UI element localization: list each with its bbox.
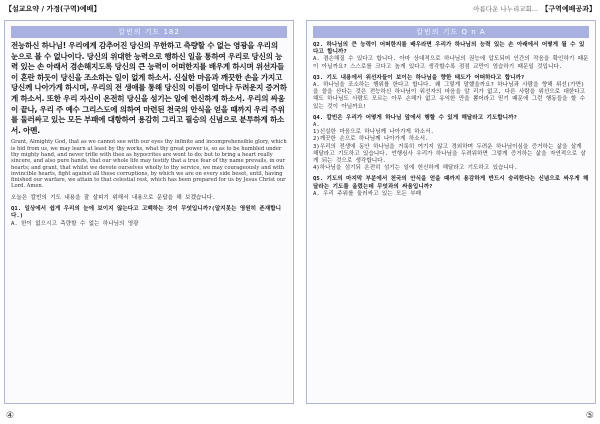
left-page — [0, 0, 298, 424]
answer-5: A. 우리 주위를 둘러싸고 있는 모든 부패 — [313, 190, 421, 197]
right-page — [302, 0, 600, 424]
answer-4: A. 1)신실한 마음으로 하나님께 나아가게 하소서. 2)깨끗한 손으로 하나님께 나아가게 하소서. 3)우리의 전생애 동안 하나님을 거룩히 여기지 않고 경외하며 두려운 하나님이심을 증거하는 삶을 살게 해달라고 기도하고 있습니다. 언행심사 우리가 하나님을 두려워하면 그렇게 증거하는 삶을 자연적으로 살게 되는 것으로 생각합니다. 4)하나님을 섬기되 온전히 섬기는 일에 헌신하게 해달라고 기도하고 있습니다. — [313, 122, 586, 172]
page-number-right: ⑤ — [585, 411, 594, 421]
page-number-left: ④ — [6, 411, 15, 421]
answer-2: A. 겸손해질 수 있다고 합니다. 아마 상대적으로 하나님의 권능에 압도되어 인간의 작음을 확인하기 때문이 아닐까요? 스스로를 크다고 높게 있다고 생각할수록 점점 교만이 엄습하기 때문일 것입니다. — [313, 56, 589, 70]
prayer-frame — [4, 20, 294, 404]
right-header: 【구역예배공과】 — [541, 5, 596, 13]
question-3: Q3. 기도 내용에서 위선자들이 보이는 하나님을 향한 태도가 어떠하다고 합니까? — [313, 74, 525, 81]
answer-3: A. 하나님을 조소하는 행위를 한다고 합니다. 왜 그렇게 말했을까요? 하나님과 사람을 향해 위선(가면)을 쓸을 산다는 것은 전능하신 하나님이 위선자의 마음을 알 리가 없고, 다른 사람을 위선으로 대한다고 해도 하나님도 사람도 모르는 아무 손해가 없고 유익한 만을 뽐어라고 믿기 때문에 그런 행동들을 할 수 있는 것이 아닐까요! — [313, 82, 586, 110]
question-4: Q4. 칼빈은 우리가 어떻게 하나님 앞에서 행할 수 있게 해달라고 기도합니까? — [313, 114, 517, 121]
answer-1: A. 한이 없으시고 측량할 수 없는 하나님의 영광 — [11, 220, 139, 227]
qna-frame — [306, 20, 596, 404]
qna-banner: 칼빈의 기도 Q n A — [313, 26, 589, 38]
korean-prayer: 전능하신 하나님! 우리에게 감추어진 당신의 무한하고 측량할 수 없는 영광을 우리의 눈으로 볼 수 없나이다. 당신의 위대한 능력으로 행하신 일을 통하여 우리로 당신의 능력 있는 손 아래서 겸손해지도록 당신의 큰 능력이 어떠한지를 배우게 하시며 위선자들이 혼란 하듯이 당신을 조소하는 일이 없게 하소서. 신실한 마음과 깨끗한 손을 가지고 당신께 나아가게 하시며, 우리의 전 생애를 통해 당신의 이름이 얼마나 두려운지 증거하게 하소서. 또한 우리 자신이 온전히 당신을 섬기는 일에 헌신하게 하소서. 우리의 싸움이 끝나, 우리 주 예수 그리스도에 의하여 마련된 천국의 안식을 얻을 때까지 우리 주위를 둘러싸고 있는 모든 부패에 대항하여 용감히 그리고 필승의 신념으로 분투하게 하소서. 아멘. — [11, 41, 287, 135]
english-prayer: Grant, Almighty God, that as we cannot see with our eyes thy infinite and incomprehensible glory, which is hid from us, we may learn at least by thy works, what thy great power is, so as to be humbled under thy mighty hand, and never trifle with thee as hypocrites are wont to do; but to bring a heart really sincere, and also pure hands, that our whole life may testify that a true fear of thy name prevails, in our hearts; and grant, that whilst we devote ourselves wholly to thy service, we may courageously and with invincible hearts, fight against all these corruptions, by which we are on every side beset, until, having finished our warfare, we attain to that celestial rest, which has been prepared for us by Jesus Christ our Lord. Amen. — [11, 139, 287, 190]
intro-note: 오늘은 칼빈의 기도 내용을 잘 살피기 위해서 내용으로 문답을 해 보겠습니다. — [11, 194, 216, 201]
church-name: 아름다운 나누리교회... — [473, 5, 538, 13]
prayer-banner: 칼빈의 기도 182 — [11, 26, 287, 38]
question-2: Q2. 하나님의 큰 능력이 어떠한지를 배우라면 우리가 하나님의 능력 있는 손 아래에서 어떻게 될 수 있다고 합니까? — [313, 42, 585, 56]
question-1: Q1. 일상에서 쉽게 우리의 눈에 보이지 않는다고 고백하는 것이 무엇입니까?(알지못는 영원히 존재합니다.) — [11, 206, 282, 220]
left-header: 【설교요약 / 가정(구역)예배】 — [5, 5, 101, 13]
question-5: Q5. 기도의 마지막 부분에서 천국의 안식을 얻을 때까지 용감하게 반드시 승리한다는 신념으로 싸우게 해달라는 기도를 올렸는데 무엇과의 싸움입니까? — [313, 176, 589, 190]
